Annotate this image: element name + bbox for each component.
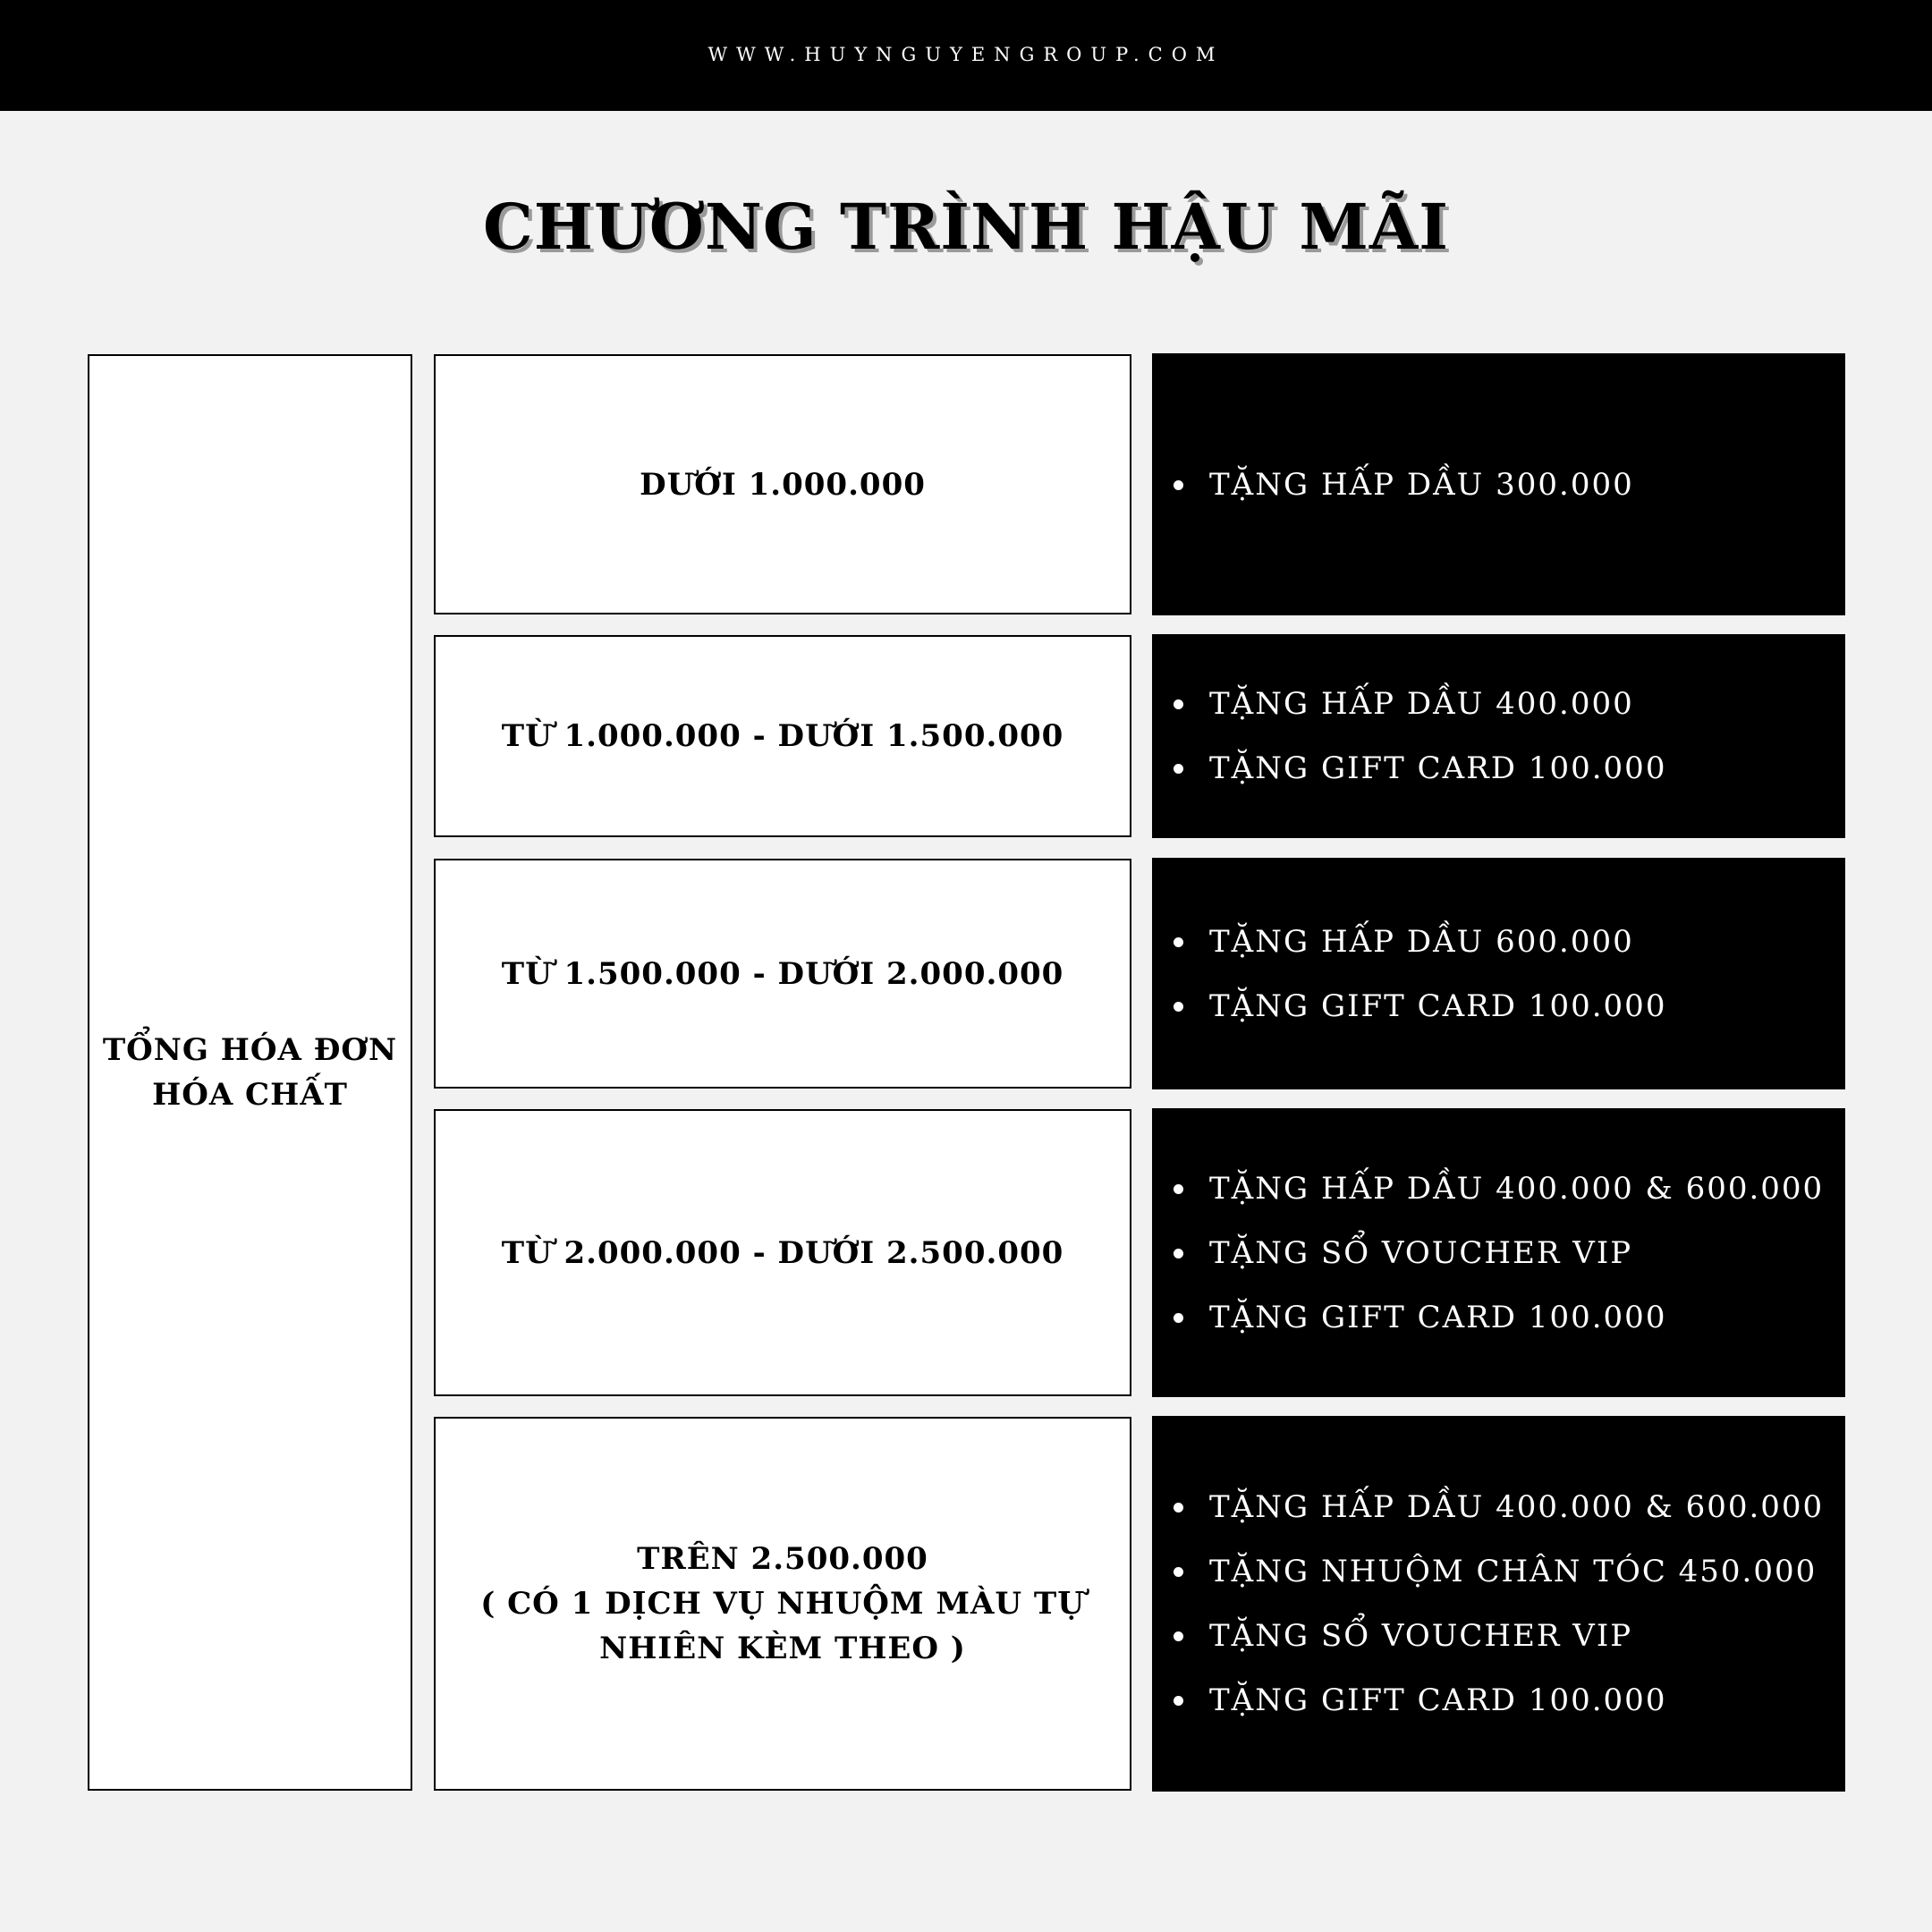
benefit-item <box>1174 453 1634 517</box>
tier-range-cell <box>434 1109 1131 1396</box>
site-url: WWW.HUYNGUYENGROUP.COM <box>708 44 1224 65</box>
bullet-icon <box>1174 699 1183 709</box>
tier-range-label: TRÊN 2.500.000 ( CÓ 1 DỊCH VỤ NHUỘM MÀU TỰ NHIÊN KÈM THEO ) <box>480 1541 1085 1666</box>
tier-benefits-cell <box>1152 1416 1845 1792</box>
benefit-item <box>1174 1475 1824 1539</box>
bullet-icon <box>1174 937 1183 947</box>
benefit-text: TẶNG SỔ VOUCHER VIP <box>1209 1618 1633 1654</box>
benefit-item <box>1174 1285 1824 1350</box>
bullet-icon <box>1174 1567 1183 1577</box>
tier-benefits-cell <box>1152 858 1845 1089</box>
bullet-icon <box>1174 480 1183 490</box>
benefit-text: TẶNG HẤP DẦU 300.000 <box>1209 466 1634 503</box>
benefit-text: TẶNG SỔ VOUCHER VIP <box>1209 1234 1633 1271</box>
page-title: CHƯƠNG TRÌNH HẬU MÃI <box>483 190 1449 264</box>
tier-range-cell <box>434 635 1131 837</box>
benefit-item <box>1174 974 1666 1038</box>
tier-range-label: DƯỚI 1.000.000 <box>640 466 926 503</box>
benefit-item <box>1174 1221 1824 1285</box>
tier-range-label: TỪ 1.000.000 - DƯỚI 1.500.000 <box>501 718 1064 754</box>
benefit-item <box>1174 1668 1824 1733</box>
tier-benefits-cell <box>1152 353 1845 615</box>
benefit-list <box>1152 1157 1824 1350</box>
tier-range-cell <box>434 859 1131 1089</box>
benefit-list <box>1152 672 1666 801</box>
tier-benefits-cell <box>1152 634 1845 838</box>
tier-benefits-cell <box>1152 1108 1845 1397</box>
benefit-item <box>1174 672 1666 736</box>
bullet-icon <box>1174 1503 1183 1513</box>
bullet-icon <box>1174 1002 1183 1012</box>
benefit-text: TẶNG HẤP DẦU 400.000 & 600.000 <box>1209 1489 1825 1525</box>
benefit-list <box>1152 910 1666 1038</box>
benefit-text: TẶNG GIFT CARD 100.000 <box>1209 1682 1667 1718</box>
benefit-list <box>1152 453 1634 517</box>
benefit-item <box>1174 1604 1824 1668</box>
tier-range-label: TỪ 1.500.000 - DƯỚI 2.000.000 <box>501 955 1064 992</box>
benefit-text: TẶNG HẤP DẦU 600.000 <box>1209 923 1634 960</box>
row-header-cell <box>88 354 412 1791</box>
tier-range-label: TỪ 2.000.000 - DƯỚI 2.500.000 <box>501 1234 1064 1271</box>
benefit-text: TẶNG HẤP DẦU 400.000 & 600.000 <box>1209 1170 1825 1207</box>
bullet-icon <box>1174 764 1183 774</box>
bullet-icon <box>1174 1696 1183 1706</box>
benefit-list <box>1152 1475 1824 1733</box>
benefit-text: TẶNG GIFT CARD 100.000 <box>1209 750 1667 786</box>
bullet-icon <box>1174 1249 1183 1258</box>
benefit-item <box>1174 736 1666 801</box>
top-banner <box>0 0 1932 111</box>
bullet-icon <box>1174 1184 1183 1194</box>
tier-range-cell <box>434 354 1131 614</box>
row-header-label: TỔNG HÓA ĐƠN HÓA CHẤT <box>102 1032 398 1113</box>
benefit-item <box>1174 1539 1824 1604</box>
benefit-text: TẶNG GIFT CARD 100.000 <box>1209 1299 1667 1335</box>
benefit-text: TẶNG HẤP DẦU 400.000 <box>1209 686 1634 722</box>
bullet-icon <box>1174 1631 1183 1641</box>
benefit-item <box>1174 1157 1824 1221</box>
benefit-item <box>1174 910 1666 974</box>
benefit-text: TẶNG GIFT CARD 100.000 <box>1209 987 1667 1024</box>
benefit-text: TẶNG NHUỘM CHÂN TÓC 450.000 <box>1209 1554 1818 1589</box>
bullet-icon <box>1174 1313 1183 1323</box>
tier-range-cell <box>434 1417 1131 1791</box>
